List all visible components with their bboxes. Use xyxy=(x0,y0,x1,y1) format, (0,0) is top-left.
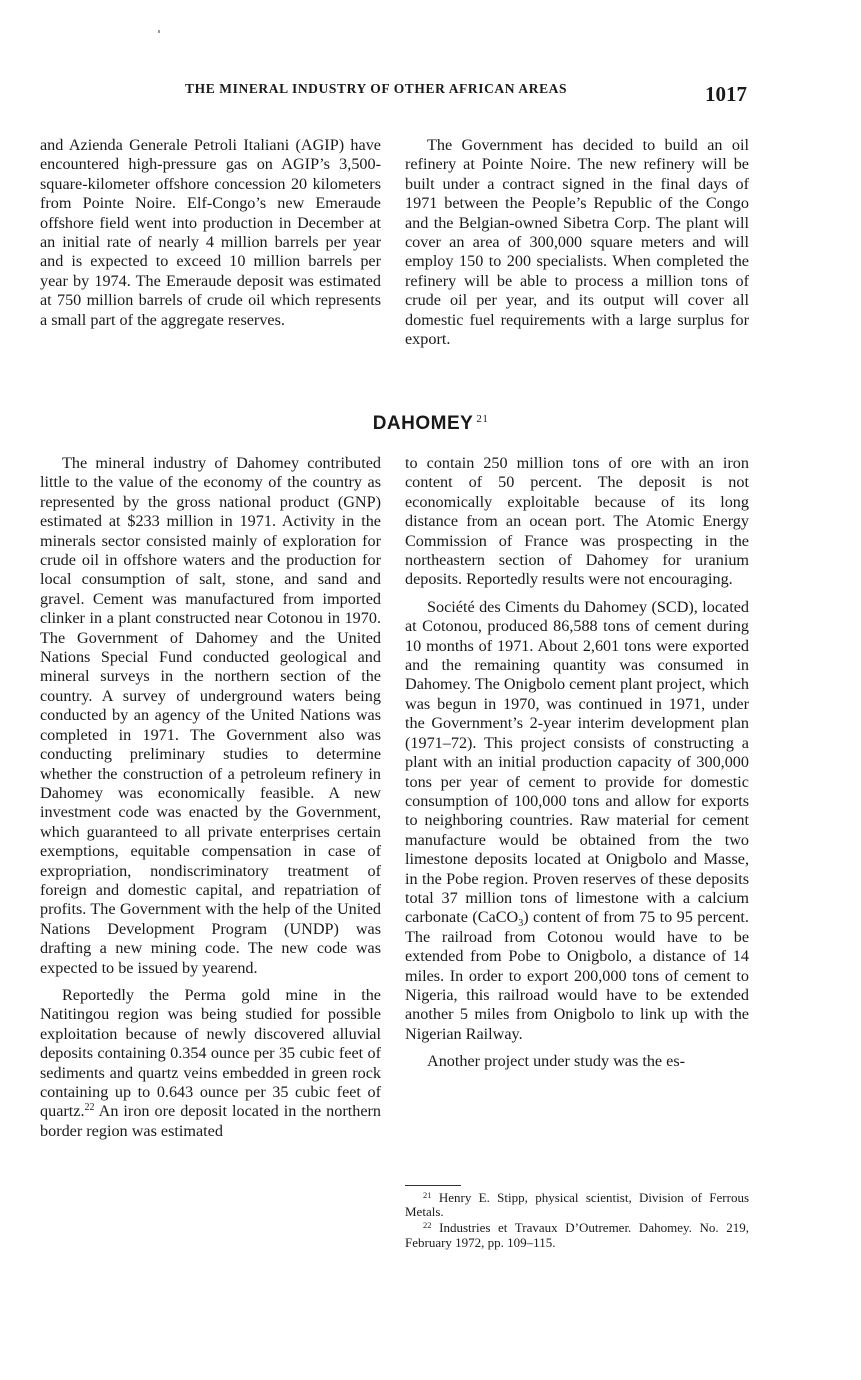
section-title-text: DAHOMEY xyxy=(372,413,474,434)
footnote-number: 22 xyxy=(423,1220,432,1231)
formula-subscript: 3 xyxy=(518,918,524,930)
gold-mine-text: Reportedly the Perma gold mine in the Natitingou region was being studied for possible exploitation because of newly discovered alluvial deposits containing 0.354 ounce per 35 cubic feet of sediments and quartz veins embedded in green rock containing up to 0.643 ounce per 35 cubic feet of quartz. xyxy=(40,985,381,1121)
footnote-rule xyxy=(405,1185,461,1186)
cement-paragraph xyxy=(405,598,749,1044)
section-footnote-ref: 21 xyxy=(476,413,489,425)
footnotes xyxy=(405,1191,749,1252)
footnote-text: Industries et Travaux D’Outremer. Dahomey. No. 219, February 1972, pp. 109–115. xyxy=(405,1220,749,1250)
iron-ore-text: An iron ore deposit located in the northern border region was estimated xyxy=(40,1102,381,1140)
top-right-column xyxy=(405,136,749,357)
dahomey-paragraph-1: The mineral industry of Dahomey contributed little to the value of the economy of the country as represented by the gross national product (GNP) estimated at $233 million in 1971. Activity in the minerals sector consisted mainly of exploration for crude oil in offshore waters and the production for local consumption of salt, stone, and sand and gravel. Cement was manufactured from imported clinker in a plant constructed near Cotonou in 1970. The Government of Dahomey and the United Nations Special Fund conducted geological and mineral surveys in the northern section of the country. A survey of underground waters being conducted by an agency of the United Nations was completed in 1971. The Government also was conducting preliminary studies to determine whether the construction of a petroleum refinery in Dahomey was economically feasible. A new investment code was enacted by the Government, which guaranteed to all private enterprises certain exemptions, equitable compensation in case of expropriation, nondiscriminatory treatment of foreign and domestic capital, and repatriation of profits. The Government with the help of the United Nations Development Program (UNDP) was drafting a new mining code. The new code was expected to be issued by yearend. xyxy=(40,454,381,977)
dahomey-paragraph-2 xyxy=(40,986,381,1141)
footnote-21 xyxy=(405,1191,749,1219)
dahomey-right-column xyxy=(405,454,749,1080)
iron-ore-continued-paragraph: to contain 250 million tons of ore with an iron content of 50 percent. The deposit is not economically exploitable because of its long distance from an ocean port. The Atomic Energy Commission of France was prospecting in the northeastern section of Dahomey for uranium deposits. Reportedly results were not encouraging. xyxy=(405,454,749,589)
section-heading xyxy=(0,413,861,435)
cement-text-b: ) content of from 75 to 95 percent. The railroad from Cotonou would have to be extended from Pobe to Onigbolo, a distance of 14 miles. In order to export 200,000 tons of cement to Nigeria, this railroad would have to be extended another 5 miles from Onigbolo to link up with the Nigerian Railway. xyxy=(405,908,749,1043)
footnote-ref-22: 22 xyxy=(84,1102,95,1114)
top-left-column xyxy=(40,136,381,338)
cement-text-a: Société des Ciments du Dahomey (SCD), located at Cotonou, produced 86,588 tons of cement during 10 months of 1971. About 2,601 tons were exported and the remaining quantity was consumed in Dahomey. The Onigbolo cement plant project, which was begun in 1970, was continued in 1971, under the Government’s 2-year interim development plan (1971–72). This project consists of constructing a plant with an initial production capacity of 300,000 tons per year of cement to provide for domestic consumption of 100,000 tons and allow for exports to neighboring countries. Raw material for cement manufacture would be obtained from the two limestone deposits located at Onigbolo and Masse, in the Pobe region. Proven reserves of these deposits total 37 million tons of limestone with a calcium carbonate (CaCO xyxy=(405,597,749,927)
page-number: 1017 xyxy=(705,82,747,106)
footnote-22 xyxy=(405,1221,749,1249)
project-paragraph: Another project under study was the es- xyxy=(427,1052,686,1071)
footnote-text: Henry E. Stipp, physical scientist, Division of Ferrous Metals. xyxy=(405,1190,750,1220)
footnote-number: 21 xyxy=(423,1190,432,1200)
dahomey-left-column xyxy=(40,454,381,1149)
continued-paragraph: and Azienda Generale Petroli Italiani (AGIP) have encountered high-pressure gas on AGIP’s 3,500-square-kilometer offshore concession 20 kilometers from Pointe Noire. Elf-Congo’s new Emeraude offshore field went into production in December at an initial rate of nearly 4 million barrels per year and is expected to exceed 10 million barrels per year by 1974. The Emeraude deposit was estimated at 750 million barrels of crude oil which represents a small part of the aggregate reserves. xyxy=(40,136,381,329)
refinery-paragraph: The Government has decided to build an oil refinery at Pointe Noire. The new refinery will be built under a contract signed in the final days of 1971 between the People’s Republic of the Congo and the Belgian-owned Sibetra Corp. The plant will cover an area of 300,000 square meters and will employ 150 to 200 specialists. When completed the refinery will be able to process a million tons of crude oil per year, and its output will cover all domestic fuel requirements with a large surplus for export. xyxy=(405,136,749,349)
running-head: THE MINERAL INDUSTRY OF OTHER AFRICAN AREAS xyxy=(185,81,568,96)
scan-speck xyxy=(158,30,160,33)
